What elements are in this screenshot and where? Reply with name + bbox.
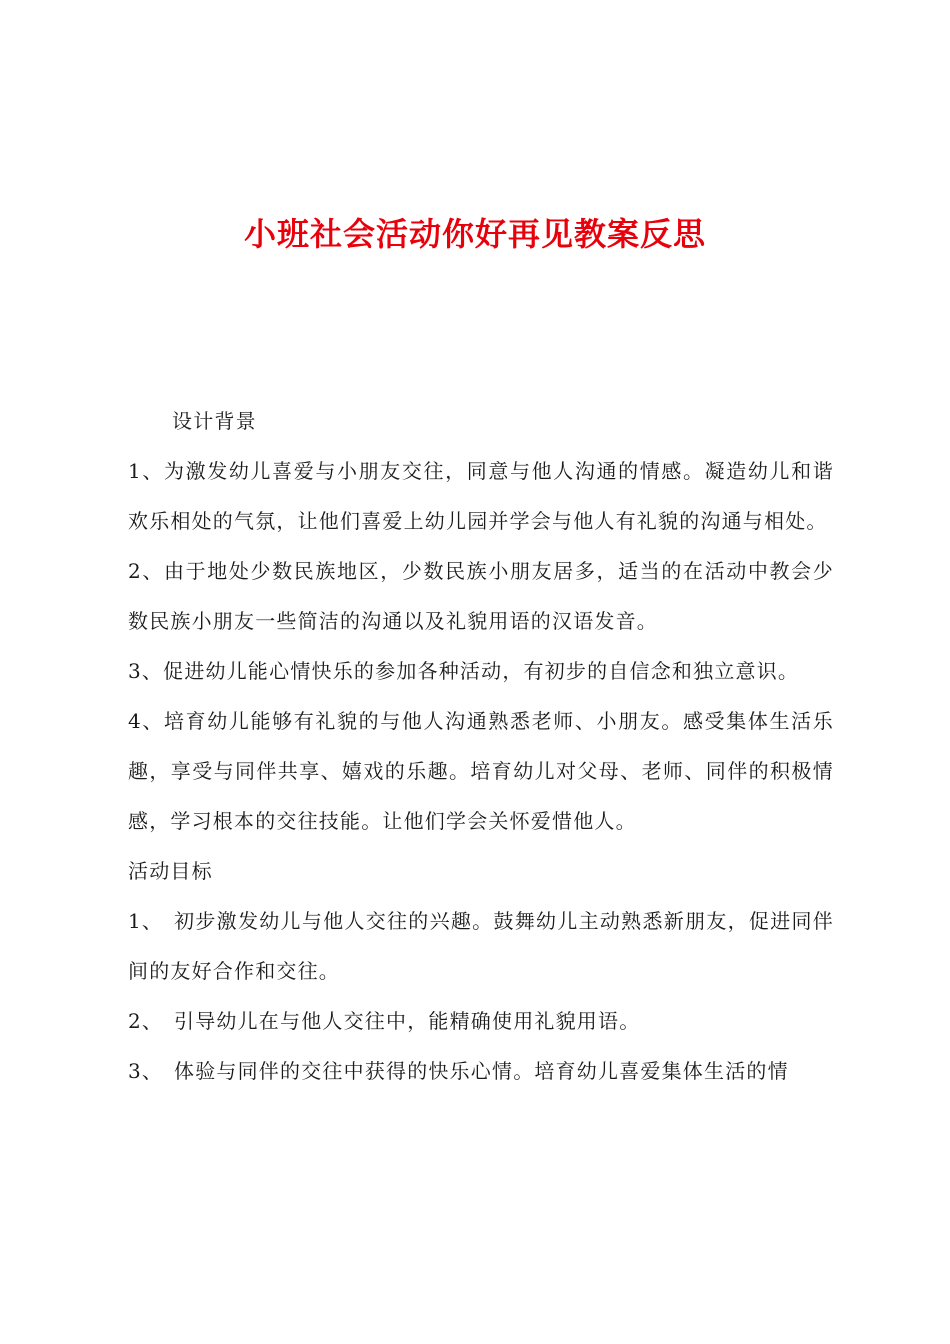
document-body <box>128 396 834 1096</box>
goal-text: 初步激发幼儿与他人交往的兴趣。鼓舞幼儿主动熟悉新朋友，促进同伴间的友好合作和交往。 <box>128 909 834 983</box>
goal-number: 1、 <box>128 909 164 933</box>
section-heading-background: 设计背景 <box>172 409 257 433</box>
goal-item-3 <box>128 1046 834 1096</box>
background-paragraph-4: 4、培育幼儿能够有礼貌的与他人沟通熟悉老师、小朋友。感受集体生活乐趣，享受与同伴共享、嬉戏的乐趣。培育幼儿对父母、老师、同伴的积极情感，学习根本的交往技能。让他们学会关怀爱惜他人。 <box>128 709 834 833</box>
background-paragraph-1: 1、为激发幼儿喜爱与小朋友交往，同意与他人沟通的情感。凝造幼儿和谐欢乐相处的气氛，让他们喜爱上幼儿园并学会与他人有礼貌的沟通与相处。 <box>128 459 834 533</box>
goal-item-1 <box>128 896 834 996</box>
section-heading-goals: 活动目标 <box>128 859 213 883</box>
goal-item-2 <box>128 996 834 1046</box>
goal-text: 引导幼儿在与他人交往中，能精确使用礼貌用语。 <box>174 1009 641 1033</box>
background-paragraph-2: 2、由于地处少数民族地区，少数民族小朋友居多，适当的在活动中教会少数民族小朋友一些简洁的沟通以及礼貌用语的汉语发音。 <box>128 559 834 633</box>
goal-number: 2、 <box>128 1009 164 1033</box>
goal-text: 体验与同伴的交往中获得的快乐心情。培育幼儿喜爱集体生活的情 <box>174 1059 789 1083</box>
document-title: 小班社会活动你好再见教案反思 <box>243 215 706 253</box>
background-paragraph-3: 3、促进幼儿能心情快乐的参加各种活动，有初步的自信念和独立意识。 <box>128 659 800 683</box>
goal-number: 3、 <box>128 1059 164 1083</box>
